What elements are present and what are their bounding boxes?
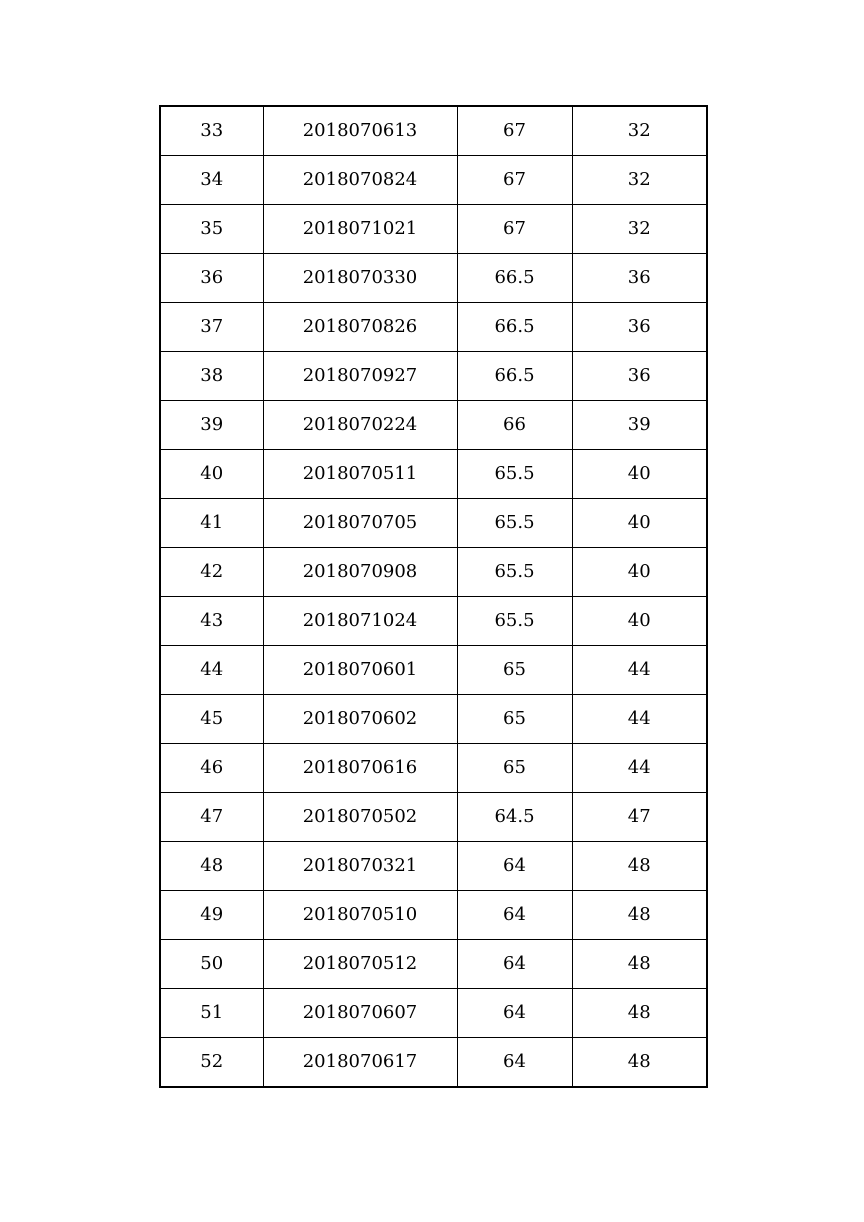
score-cell: 65 (457, 744, 572, 793)
exam-id-cell: 2018070705 (263, 499, 457, 548)
serial-number-cell: 39 (160, 401, 263, 450)
score-cell: 64 (457, 842, 572, 891)
table-row (160, 793, 707, 842)
score-cell: 65.5 (457, 597, 572, 646)
score-table-body (160, 106, 707, 1087)
table-row (160, 303, 707, 352)
serial-number-cell: 43 (160, 597, 263, 646)
exam-id-cell: 2018070908 (263, 548, 457, 597)
score-cell: 65.5 (457, 548, 572, 597)
table-row (160, 597, 707, 646)
exam-id-cell: 2018070502 (263, 793, 457, 842)
table-row (160, 254, 707, 303)
score-cell: 64 (457, 1038, 572, 1088)
serial-number-cell: 35 (160, 205, 263, 254)
rank-cell: 32 (572, 156, 707, 205)
serial-number-cell: 50 (160, 940, 263, 989)
exam-id-cell: 2018070607 (263, 989, 457, 1038)
serial-number-cell: 37 (160, 303, 263, 352)
rank-cell: 44 (572, 744, 707, 793)
exam-id-cell: 2018070826 (263, 303, 457, 352)
rank-cell: 40 (572, 548, 707, 597)
exam-id-cell: 2018070824 (263, 156, 457, 205)
table-row (160, 499, 707, 548)
rank-cell: 48 (572, 940, 707, 989)
serial-number-cell: 44 (160, 646, 263, 695)
exam-id-cell: 2018070512 (263, 940, 457, 989)
score-cell: 66.5 (457, 352, 572, 401)
serial-number-cell: 38 (160, 352, 263, 401)
serial-number-cell: 45 (160, 695, 263, 744)
score-cell: 67 (457, 205, 572, 254)
serial-number-cell: 41 (160, 499, 263, 548)
exam-id-cell: 2018070510 (263, 891, 457, 940)
serial-number-cell: 36 (160, 254, 263, 303)
table-row (160, 646, 707, 695)
score-cell: 65.5 (457, 499, 572, 548)
exam-id-cell: 2018070330 (263, 254, 457, 303)
score-cell: 65 (457, 695, 572, 744)
table-row (160, 106, 707, 156)
score-cell: 64 (457, 891, 572, 940)
score-cell: 64 (457, 940, 572, 989)
serial-number-cell: 34 (160, 156, 263, 205)
rank-cell: 32 (572, 106, 707, 156)
score-cell: 64 (457, 989, 572, 1038)
table-row (160, 1038, 707, 1088)
table-row (160, 450, 707, 499)
rank-cell: 47 (572, 793, 707, 842)
table-row (160, 548, 707, 597)
table-row (160, 891, 707, 940)
exam-id-cell: 2018070613 (263, 106, 457, 156)
table-row (160, 940, 707, 989)
score-cell: 66.5 (457, 303, 572, 352)
exam-id-cell: 2018070616 (263, 744, 457, 793)
rank-cell: 36 (572, 254, 707, 303)
score-cell: 65.5 (457, 450, 572, 499)
score-cell: 65 (457, 646, 572, 695)
rank-cell: 40 (572, 499, 707, 548)
exam-id-cell: 2018070321 (263, 842, 457, 891)
exam-id-cell: 2018070601 (263, 646, 457, 695)
exam-id-cell: 2018071021 (263, 205, 457, 254)
table-row (160, 744, 707, 793)
rank-cell: 44 (572, 695, 707, 744)
table-row (160, 156, 707, 205)
score-cell: 66.5 (457, 254, 572, 303)
serial-number-cell: 48 (160, 842, 263, 891)
rank-cell: 32 (572, 205, 707, 254)
rank-cell: 36 (572, 303, 707, 352)
score-cell: 64.5 (457, 793, 572, 842)
exam-id-cell: 2018071024 (263, 597, 457, 646)
table-row (160, 205, 707, 254)
exam-id-cell: 2018070617 (263, 1038, 457, 1088)
rank-cell: 48 (572, 989, 707, 1038)
rank-cell: 44 (572, 646, 707, 695)
serial-number-cell: 40 (160, 450, 263, 499)
table-row (160, 401, 707, 450)
serial-number-cell: 42 (160, 548, 263, 597)
serial-number-cell: 49 (160, 891, 263, 940)
score-cell: 67 (457, 106, 572, 156)
exam-id-cell: 2018070602 (263, 695, 457, 744)
table-row (160, 842, 707, 891)
rank-cell: 40 (572, 597, 707, 646)
table-row (160, 352, 707, 401)
serial-number-cell: 52 (160, 1038, 263, 1088)
exam-id-cell: 2018070927 (263, 352, 457, 401)
score-cell: 66 (457, 401, 572, 450)
rank-cell: 39 (572, 401, 707, 450)
rank-cell: 48 (572, 1038, 707, 1088)
serial-number-cell: 47 (160, 793, 263, 842)
table-row (160, 695, 707, 744)
exam-id-cell: 2018070224 (263, 401, 457, 450)
rank-cell: 40 (572, 450, 707, 499)
serial-number-cell: 51 (160, 989, 263, 1038)
rank-cell: 48 (572, 842, 707, 891)
rank-cell: 36 (572, 352, 707, 401)
score-cell: 67 (457, 156, 572, 205)
exam-id-cell: 2018070511 (263, 450, 457, 499)
table-row (160, 989, 707, 1038)
score-table (159, 105, 708, 1088)
rank-cell: 48 (572, 891, 707, 940)
serial-number-cell: 33 (160, 106, 263, 156)
serial-number-cell: 46 (160, 744, 263, 793)
